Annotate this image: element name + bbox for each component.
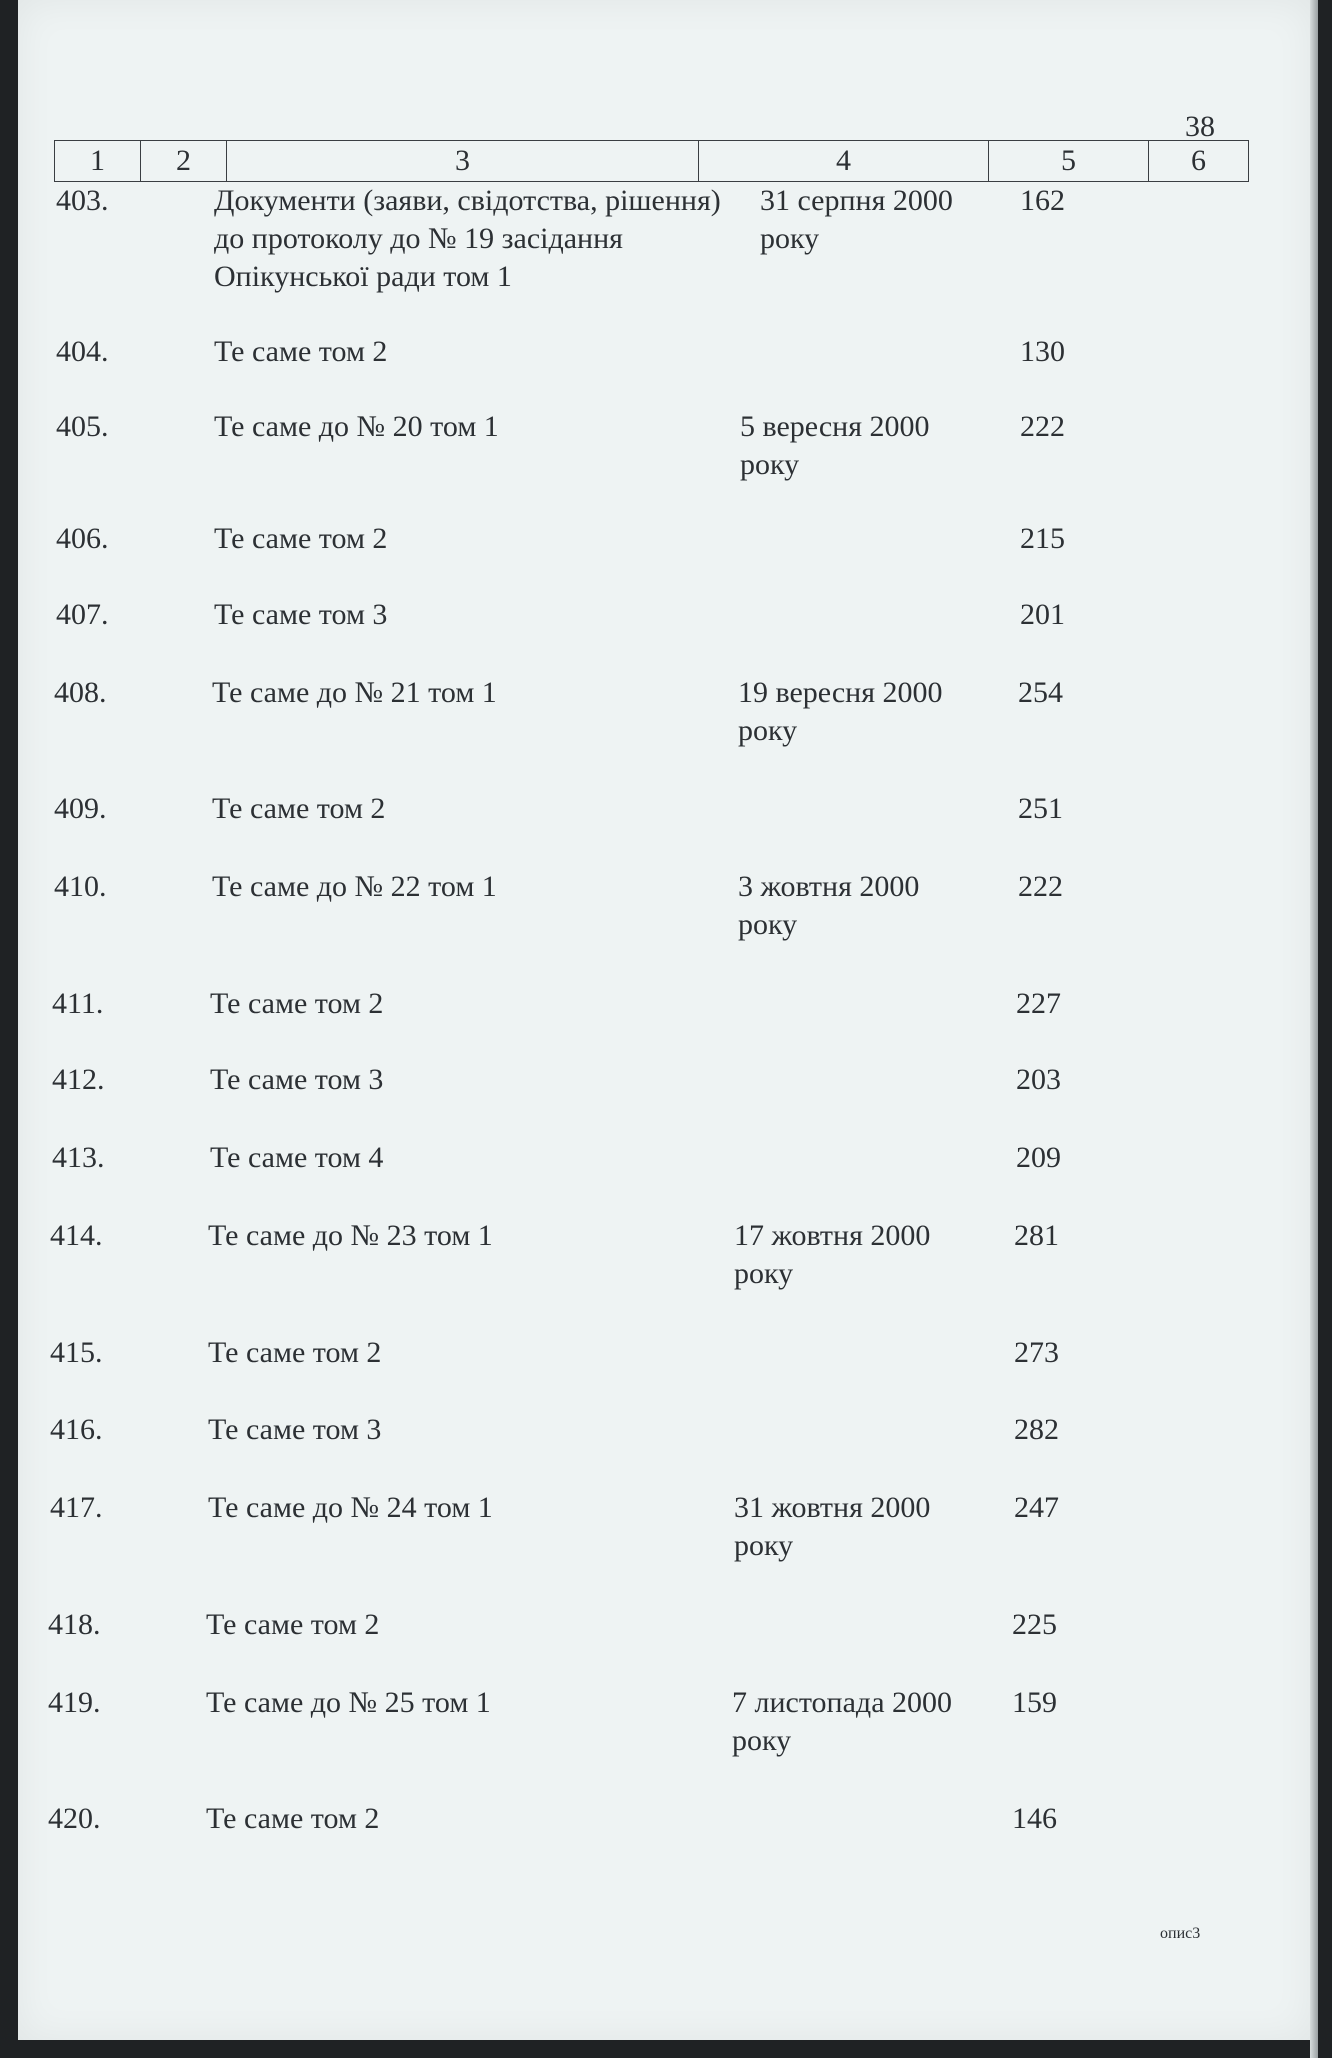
item-number: 416. bbox=[50, 1413, 103, 1446]
item-date: 5 вересня 2000 року bbox=[740, 410, 930, 481]
item-sheet-count: 247 bbox=[1014, 1491, 1059, 1524]
item-sheet-count: 162 bbox=[1020, 184, 1065, 217]
item-number: 417. bbox=[50, 1491, 103, 1524]
item-sheet-count: 281 bbox=[1014, 1219, 1059, 1252]
item-sheet-count: 201 bbox=[1020, 598, 1065, 631]
item-number: 411. bbox=[52, 987, 104, 1020]
item-title: Те саме том 2 bbox=[214, 522, 388, 555]
footer-code: опис3 bbox=[1160, 1925, 1201, 1942]
item-date: 7 листопада 2000 року bbox=[732, 1686, 953, 1757]
item-number: 405. bbox=[56, 410, 109, 443]
item-sheet-count: 222 bbox=[1018, 870, 1063, 903]
item-sheet-count: 227 bbox=[1016, 987, 1061, 1020]
item-title: Те саме до № 21 том 1 bbox=[212, 676, 497, 709]
item-title: Те саме том 2 bbox=[214, 335, 388, 368]
item-date: 17 жовтня 2000 року bbox=[734, 1219, 931, 1290]
item-sheet-count: 222 bbox=[1020, 410, 1065, 443]
item-number: 414. bbox=[50, 1219, 103, 1252]
column-header: 5 bbox=[989, 141, 1149, 182]
page-edge bbox=[1310, 0, 1318, 2058]
page-number: 38 bbox=[1185, 110, 1215, 143]
item-number: 403. bbox=[56, 184, 109, 217]
item-title: Те саме до № 25 том 1 bbox=[206, 1686, 491, 1719]
item-title: Те саме том 2 bbox=[206, 1608, 380, 1641]
item-date: 31 серпня 2000 року bbox=[760, 184, 953, 255]
item-title: Те саме до № 23 том 1 bbox=[208, 1219, 493, 1252]
item-date: 31 жовтня 2000 року bbox=[734, 1491, 931, 1562]
item-title: Те саме том 2 bbox=[208, 1336, 382, 1369]
item-sheet-count: 203 bbox=[1016, 1063, 1061, 1096]
item-sheet-count: 254 bbox=[1018, 676, 1063, 709]
column-header: 2 bbox=[141, 141, 227, 182]
item-title: Те саме том 3 bbox=[210, 1063, 384, 1096]
item-number: 408. bbox=[54, 676, 107, 709]
item-title: Те саме том 2 bbox=[212, 792, 386, 825]
item-number: 419. bbox=[48, 1686, 101, 1719]
item-number: 410. bbox=[54, 870, 107, 903]
item-number: 412. bbox=[52, 1063, 105, 1096]
item-title: Те саме том 2 bbox=[206, 1802, 380, 1835]
item-title: Те саме до № 24 том 1 bbox=[208, 1491, 493, 1524]
item-title: Те саме том 2 bbox=[210, 987, 384, 1020]
item-sheet-count: 130 bbox=[1020, 335, 1065, 368]
column-header-table bbox=[54, 140, 1249, 182]
item-number: 406. bbox=[56, 522, 109, 555]
item-title: Те саме том 4 bbox=[210, 1141, 384, 1174]
column-header: 3 bbox=[227, 141, 699, 182]
item-sheet-count: 215 bbox=[1020, 522, 1065, 555]
item-sheet-count: 251 bbox=[1018, 792, 1063, 825]
item-sheet-count: 209 bbox=[1016, 1141, 1061, 1174]
item-title: Те саме до № 20 том 1 bbox=[214, 410, 499, 443]
item-number: 418. bbox=[48, 1608, 101, 1641]
item-title: Те саме том 3 bbox=[214, 598, 388, 631]
item-sheet-count: 225 bbox=[1012, 1608, 1057, 1641]
column-header: 4 bbox=[699, 141, 989, 182]
item-title: Те саме до № 22 том 1 bbox=[212, 870, 497, 903]
item-number: 409. bbox=[54, 792, 107, 825]
item-sheet-count: 282 bbox=[1014, 1413, 1059, 1446]
item-sheet-count: 146 bbox=[1012, 1802, 1057, 1835]
item-number: 420. bbox=[48, 1802, 101, 1835]
item-date: 19 вересня 2000 року bbox=[738, 676, 943, 747]
column-header: 1 bbox=[55, 141, 141, 182]
item-number: 415. bbox=[50, 1336, 103, 1369]
item-title: Те саме том 3 bbox=[208, 1413, 382, 1446]
item-sheet-count: 273 bbox=[1014, 1336, 1059, 1369]
item-sheet-count: 159 bbox=[1012, 1686, 1057, 1719]
item-title: Документи (заяви, свідотства, рішення) до протоколу до № 19 засідання Опікунської ради том 1 bbox=[214, 184, 721, 293]
item-number: 413. bbox=[52, 1141, 105, 1174]
item-number: 407. bbox=[56, 598, 109, 631]
column-header: 6 bbox=[1149, 141, 1249, 182]
item-date: 3 жовтня 2000 року bbox=[738, 870, 920, 941]
item-number: 404. bbox=[56, 335, 109, 368]
